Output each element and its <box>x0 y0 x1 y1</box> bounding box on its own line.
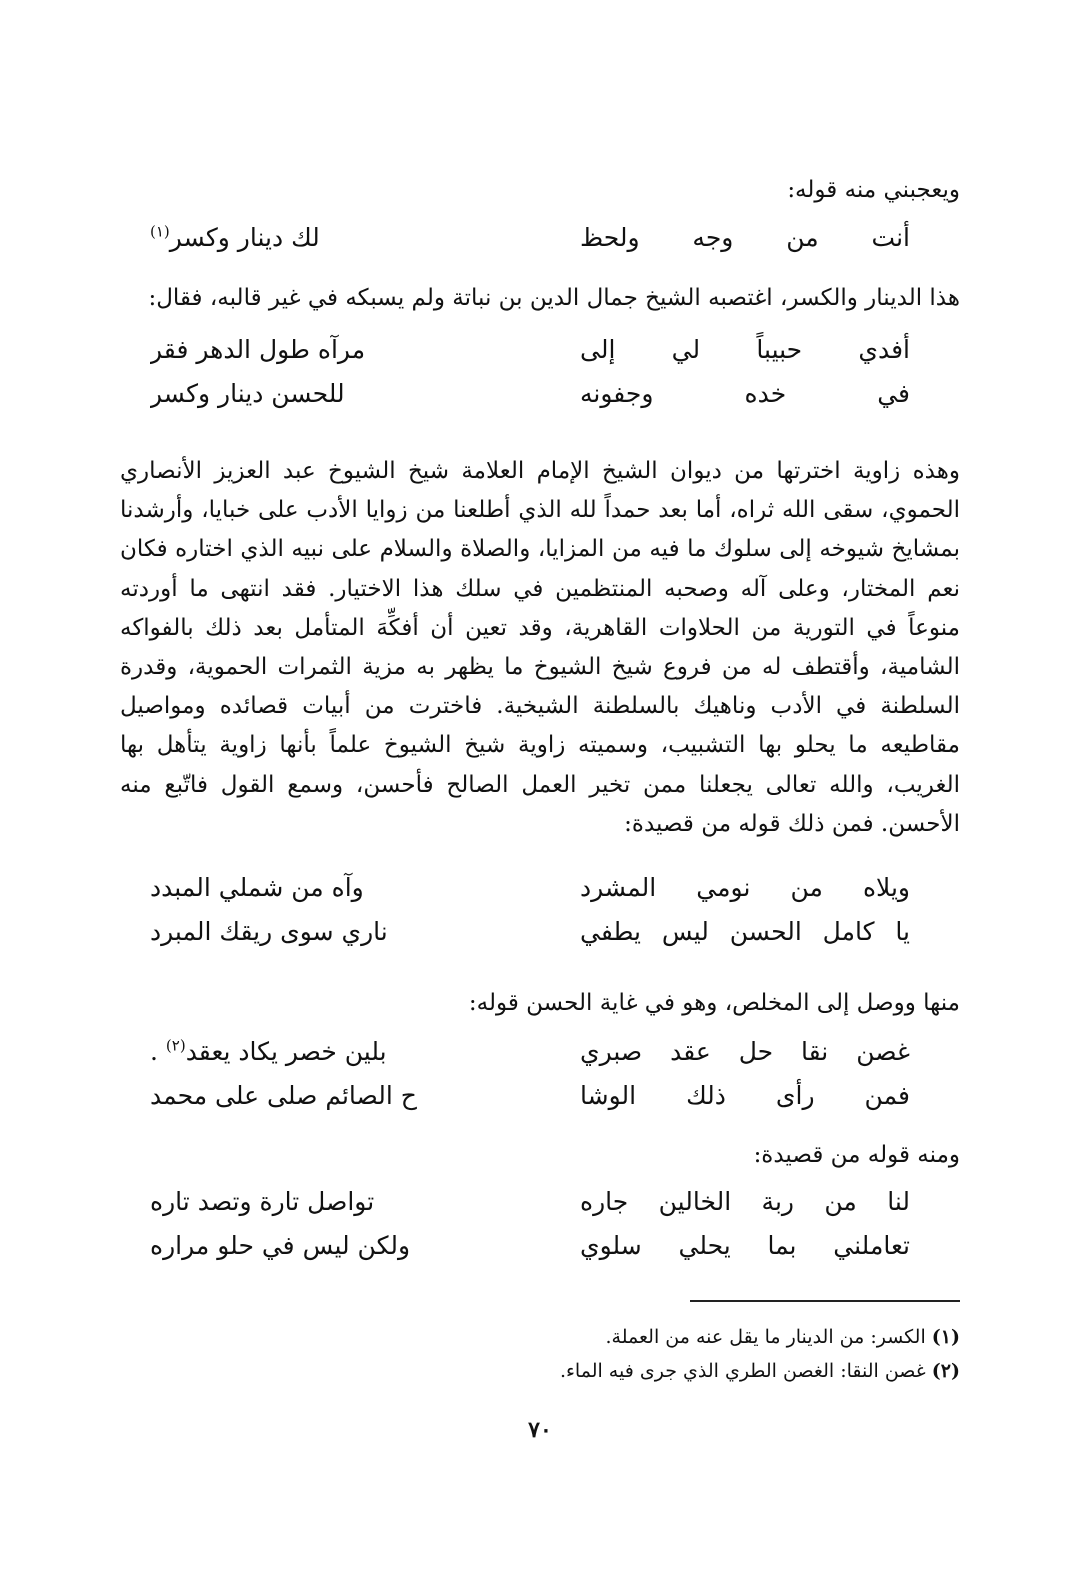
verse-second-hemistich: ناري سوى ريقك المبرد <box>150 917 388 946</box>
verse-second-hemistich: تواصل تارة وتصد تاره <box>150 1187 375 1216</box>
page-number: ٧٠ <box>528 1417 552 1443</box>
verse-line <box>150 1180 910 1224</box>
verse-second-hemistich <box>150 1030 480 1074</box>
footnotes <box>120 1320 960 1388</box>
verse-first-hemistich: أفدي حبيباً لي إلى <box>580 335 910 364</box>
footnote-text: غصن النقا: الغصن الطري الذي جرى فيه الماء. <box>559 1360 926 1382</box>
verse-block-3 <box>150 866 910 954</box>
footnote-ref: (١) <box>150 222 170 241</box>
intro-line-3 <box>120 983 960 1023</box>
verse-second-hemistich: وآه من شملي المبدد <box>150 873 364 902</box>
verse-second-hemistich: ولكن ليس في حلو مراره <box>150 1231 411 1260</box>
verse-first-hemistich: يا كامل الحسن ليس يطفي <box>580 917 910 946</box>
verse-second-hemistich: مرآه طول الدهر فقر <box>150 335 366 364</box>
footnote-divider <box>690 1300 960 1302</box>
verse-suffix: . <box>150 1037 166 1066</box>
verse-second-hemistich: للحسن دينار وكسر <box>150 379 345 408</box>
footnote-text: الكسر: من الدينار ما يقل عنه من العملة. <box>605 1326 926 1348</box>
intro-text-2: هذا الدينار والكسر، اغتصبه الشيخ جمال الدين بن نباتة ولم يسبكه في غير قالبه، فقال: <box>148 285 960 311</box>
footnote <box>120 1354 960 1388</box>
verse-line <box>150 216 910 260</box>
verse-line <box>150 866 910 910</box>
verse-first-hemistich: تعاملني بما يحلي سلوي <box>580 1231 910 1260</box>
verse-first-hemistich: أنت من وجه ولحظ <box>580 223 910 252</box>
verse-block-4 <box>150 1030 910 1118</box>
verse-line <box>150 1030 910 1074</box>
verse-second-hemistich: ح الصائم صلى على محمد <box>150 1081 417 1110</box>
verse-block-2 <box>150 328 910 416</box>
footnote-number: (١) <box>931 1326 960 1348</box>
main-paragraph <box>120 452 960 844</box>
footnote <box>120 1320 960 1354</box>
verse-block-5 <box>150 1180 910 1268</box>
verse-line <box>150 372 910 416</box>
verse-second-text: لك دينار وكسر <box>169 223 320 252</box>
intro-line <box>120 170 960 210</box>
footnote-ref: (٢) <box>165 1036 186 1055</box>
intro-text-3: منها ووصل إلى المخلص، وهو في غاية الحسن قوله: <box>468 990 960 1016</box>
verse-block-1 <box>150 216 910 260</box>
verse-second-hemistich <box>150 216 480 260</box>
verse-first-hemistich: لنا من ربة الخالين جاره <box>580 1187 910 1216</box>
intro-line-2 <box>120 278 960 318</box>
verse-line <box>150 910 910 954</box>
verse-first-hemistich: ويلاه من نومي المشرد <box>580 873 910 902</box>
verse-first-hemistich: في خده وجفونه <box>580 379 910 408</box>
verse-line <box>150 1074 910 1118</box>
footnote-number: (٢) <box>931 1360 960 1382</box>
verse-line <box>150 1224 910 1268</box>
verse-first-hemistich: فمن رأى ذلك الوشا <box>580 1081 910 1110</box>
intro-text-4: ومنه قوله من قصيدة: <box>753 1142 960 1168</box>
verse-line <box>150 328 910 372</box>
main-paragraph-text: وهذه زاوية اخترتها من ديوان الشيخ الإمام العلامة شيخ الشيوخ عبد العزيز الأنصاري الحموي، سقى الله ثراه، أما بعد حمداً لله الذي أطلعنا من زوايا الأدب على خبايا، وأرشدنا بمشايخ شيوخه إلى سلوك ما فيه من المزايا، والصلاة والسلام على نبيه الذي اختاره فكان نعم المختار، وعلى آله وصحبه المنتظمين في سلك هذا الاختيار. فقد انتهى ما أوردته منوعاً في التورية من الحلاوات القاهرية، وقد تعين أن أفكِّهَ المتأمل بعد ذلك بالفواكه الشامية، وأقتطف له من فروع شيخ الشيوخ ما يظهر به مزية الثمرات الحموية، وقدرة السلطنة في الأدب وناهيك بالسلطنة الشيخية. فاخترت من أبيات قصائده ومواصيل مقاطيعه ما يحلو بها التشبيب، وسميته زاوية شيخ الشيوخ علماً بأنها زاوية يتأهل بها الغريب، والله تعالى يجعلنا ممن تخير العمل الصالح فأحسن، وسمع القول فاتّبع منه الأحسن. فمن ذلك قوله من قصيدة: <box>120 458 960 837</box>
intro-line-4 <box>120 1135 960 1175</box>
intro-text: ويعجبني منه قوله: <box>787 177 960 203</box>
verse-second-text: بلين خصر يكاد يعقد <box>185 1037 387 1066</box>
verse-first-hemistich: غصن نقا حل عقد صبري <box>580 1037 910 1066</box>
